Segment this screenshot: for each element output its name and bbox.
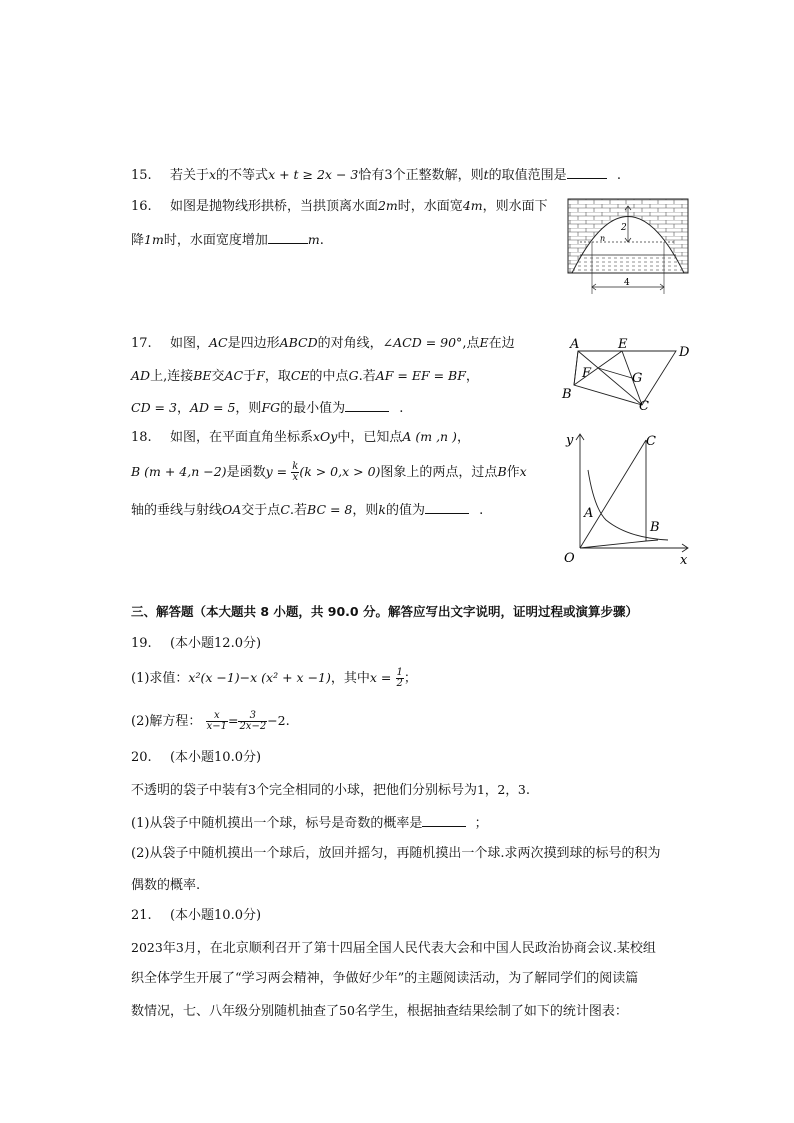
fig-point-D: D: [679, 345, 690, 360]
answer-blank[interactable]: [567, 166, 607, 179]
q20-number: 20.: [131, 750, 152, 765]
q21-line3: 数情况，七、八年级分别随机抽查了50名学生，根据抽查结果绘制了如下的统计图表：: [131, 1003, 628, 1019]
coordinate-figure: [558, 428, 694, 568]
water-region: [572, 255, 684, 273]
q19-number: 19.: [131, 636, 152, 651]
q21-line1: 2023年3月，在北京顺利召开了第十四届全国人民代表大会和中国人民政治协商会议.某校组: [131, 940, 656, 956]
fig-point-C: C: [639, 399, 649, 414]
q19-part2: (2)解方程： $\frac{x}{x-1}$ = $\frac{3}{2x-2}$ −2.: [131, 710, 290, 732]
q20-part2: (2)从袋子中随机摸出一个球后，放回并摇匀，再随机摸出一个球.求两次摸到球的标号的积为: [131, 846, 661, 861]
origin-label: O: [564, 551, 575, 566]
q17-line1: 17. 如图，AC是四边形ABCD的对角线，∠ACD = 90°,点E在边: [131, 335, 515, 351]
quadrilateral-figure: [560, 334, 696, 414]
axis-label-y: y: [566, 433, 574, 448]
q20-stem: 不透明的袋子中装有3个完全相同的小球，把他们分别标号为1，2，3.: [131, 782, 530, 798]
fig-point-A: A: [570, 337, 580, 352]
fig-point-B: B: [562, 387, 572, 402]
q21-header: 21. (本小题10.0分): [131, 908, 262, 923]
q18-number: 18.: [131, 430, 152, 445]
q17-line3: CD = 3，AD = 5，则FG的最小值为 .: [131, 400, 404, 416]
fig-point-E: E: [618, 337, 628, 352]
q20-header: 20. (本小题10.0分): [131, 750, 262, 765]
fig-label-4: 4: [624, 278, 630, 288]
arch-bridge-figure: [566, 196, 690, 298]
q16-line2: 降1m时，水面宽度增加 m.: [131, 232, 324, 248]
answer-blank[interactable]: [422, 814, 466, 827]
q21-line2: 织全体学生开展了“学习两会精神，争做好少年”的主题阅读活动，为了解同学们的阅读篇: [131, 971, 639, 986]
fig-point-C: C: [646, 434, 656, 449]
fig-label-n: n: [600, 234, 606, 243]
fig-label-2: 2: [621, 223, 627, 233]
q21-number: 21.: [131, 908, 152, 923]
q20-part1: (1)从袋子中随机摸出一个球，标号是奇数的概率是 ；: [131, 816, 488, 831]
q15-number: 15.: [131, 168, 152, 183]
q17-number: 17.: [131, 336, 152, 351]
q20-part2-cont: 偶数的概率.: [131, 878, 201, 893]
answer-blank[interactable]: [268, 231, 308, 244]
axis-label-x: x: [680, 553, 688, 568]
q16-line1: 16. 如图是抛物线形拱桥，当拱顶离水面2m时，水面宽4m，则水面下: [131, 198, 548, 214]
section-heading: 三、解答题（本大题共 8 小题，共 90.0 分。解答应写出文字说明，证明过程或演算步骤）: [131, 604, 638, 619]
fig-point-F: F: [582, 366, 592, 381]
fig-point-G: G: [632, 371, 643, 386]
q18-line3: 轴的垂线与射线OA交于点C.若BC = 8，则k的值为 .: [131, 502, 484, 518]
q19-header: 19. (本小题12.0分): [131, 636, 262, 651]
q16-number: 16.: [131, 199, 152, 214]
q18-line1: 18. 如图，在平面直角坐标系xOy中，已知点A (m ,n )，: [131, 429, 470, 445]
q15-inequality: x + t ≥ 2x − 3: [268, 167, 359, 182]
fig-point-A: A: [584, 506, 594, 521]
fig-point-B: B: [650, 520, 660, 535]
q19-part1: (1)求值：x²(x −1)−x (x² + x −1)，其中x = $\frac{1}{2}$ ；: [131, 667, 417, 689]
q17-line2: AD上,连接BE交AC于F，取CE的中点G.若AF = EF = BF，: [131, 368, 479, 384]
answer-blank[interactable]: [425, 501, 469, 514]
q18-line2: B (m + 4,n −2)是函数y = $\frac{k}{x}$ (k > 0,x > 0)图象上的两点，过点B作x: [131, 461, 527, 483]
answer-blank[interactable]: [345, 399, 389, 412]
q15: 15. 若关于x的不等式x + t ≥ 2x − 3恰有3个正整数解，则t的取值范围是 .: [131, 167, 621, 183]
